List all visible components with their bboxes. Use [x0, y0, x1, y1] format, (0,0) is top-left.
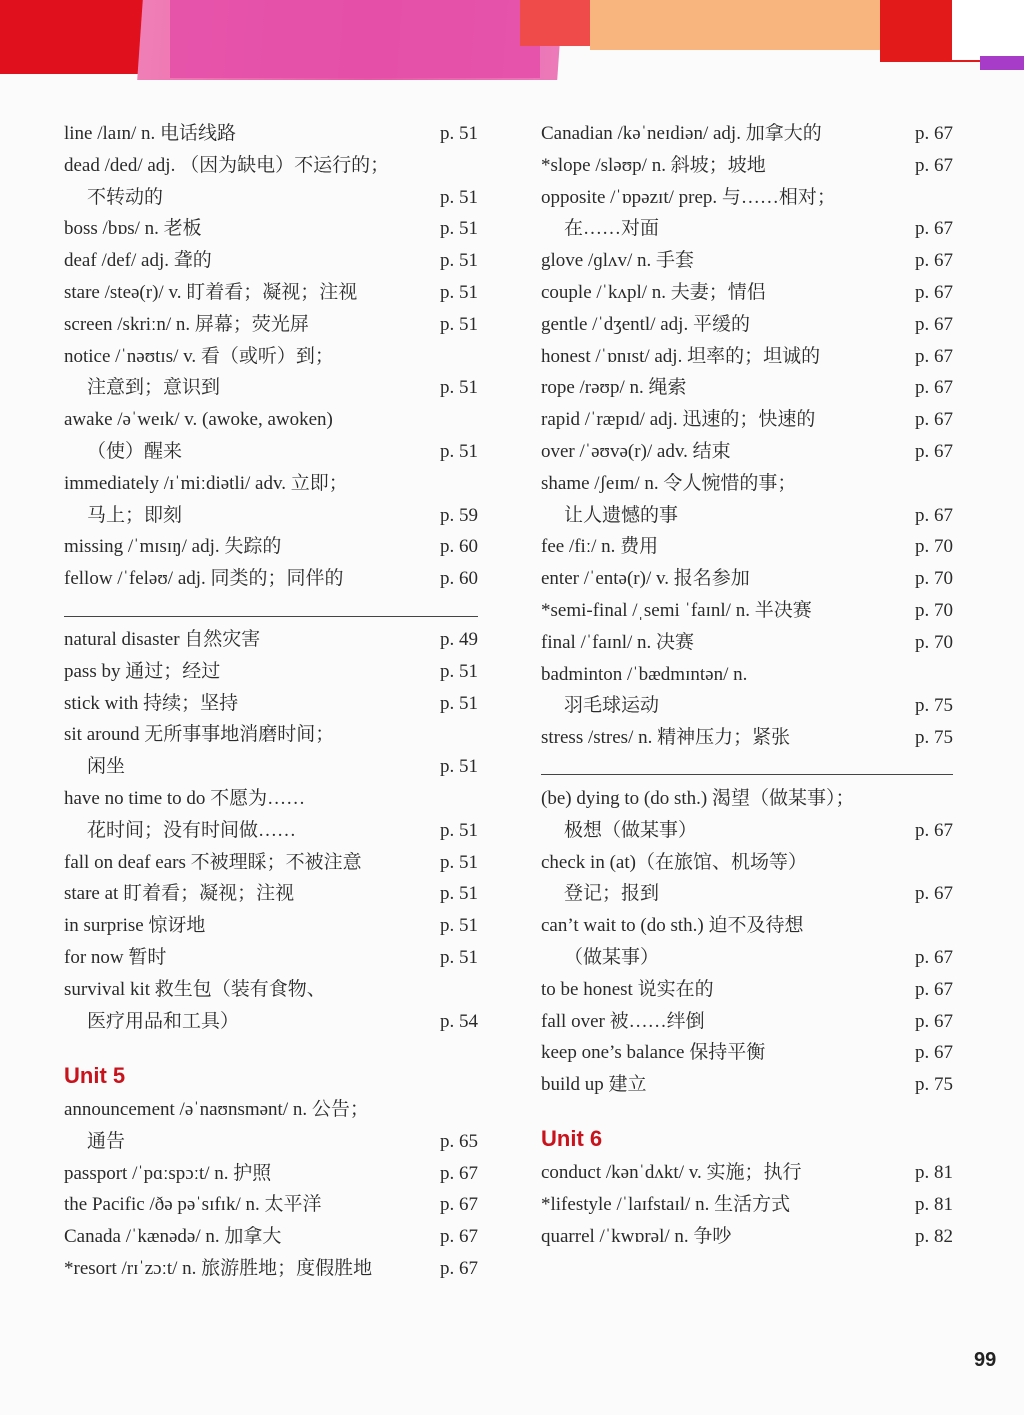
page-ref: p. 51: [440, 947, 478, 968]
entry-line-text: final /ˈfaɪnl/ n. 决赛: [541, 631, 695, 653]
entry-text: [541, 123, 953, 155]
entry-text: [541, 727, 953, 759]
page-ref: p. 67: [915, 819, 953, 841]
page-number: 99: [974, 1349, 997, 1371]
entry-line-text: dead /ded/ adj. （因为缺电）不运行的；: [64, 154, 390, 176]
vocab-entry: [64, 693, 478, 725]
page-ref: p. 67: [915, 1010, 953, 1032]
page-ref: p. 67: [440, 1162, 478, 1184]
entry-text: [64, 852, 478, 884]
entry-line-text: stress /stres/ n. 精神压力；紧张: [541, 727, 791, 749]
page-ref: p. 51: [440, 123, 478, 144]
entry-line-text: keep one’s balance 保持平衡: [541, 1042, 766, 1064]
vocab-entry: [64, 629, 478, 661]
entry-line-text: rope /rəʊp/ n. 绳索: [541, 377, 687, 399]
entry-line-text: 在……对面: [564, 218, 660, 240]
vocab-entry: [541, 852, 953, 916]
page-ref: p. 67: [915, 409, 953, 431]
entry-text-continued: [541, 820, 953, 852]
vocab-entry: [541, 568, 953, 600]
entry-text: [64, 218, 478, 250]
entry-text-continued: [64, 441, 478, 473]
entry-text: [64, 883, 478, 915]
entry-text: [541, 1226, 953, 1258]
entry-line-text: deaf /def/ adj. 聋的: [64, 250, 212, 272]
entry-text: [64, 346, 478, 378]
entry-text: [541, 979, 953, 1011]
vocab-entry: [541, 123, 953, 155]
page-ref: p. 81: [915, 1193, 953, 1215]
vocab-entry: [64, 915, 478, 947]
vocab-entry: [541, 1011, 953, 1043]
entry-line-text: shame /ʃeɪm/ n. 令人惋惜的事；: [541, 472, 797, 494]
vocab-entry: [64, 1258, 478, 1290]
entry-text: [64, 250, 478, 282]
page-ref: p. 75: [915, 727, 953, 749]
entry-line-text: fellow /ˈfeləʊ/ adj. 同类的；同伴的: [64, 568, 344, 590]
entry-line-text: screen /skriːn/ n. 屏幕；荧光屏: [64, 313, 309, 335]
page-ref: p. 67: [915, 345, 953, 367]
entry-line-text: honest /ˈɒnɪst/ adj. 坦率的；坦诚的: [541, 345, 821, 367]
entry-line-text: sit around 无所事事地消磨时间；: [64, 724, 335, 746]
entry-text: [541, 788, 953, 820]
page-ref: p. 51: [440, 250, 478, 272]
page-ref: p. 51: [440, 883, 478, 905]
entry-text: [64, 693, 478, 725]
page-ref: p. 59: [440, 504, 478, 526]
header-banner: [0, 0, 1024, 80]
page-ref: p. 67: [915, 123, 953, 144]
page-ref: p. 51: [440, 851, 478, 873]
entry-line-text: in surprise 惊讶地: [64, 915, 206, 937]
entry-line-text: boss /bɒs/ n. 老板: [64, 218, 202, 240]
vocab-entry: [541, 250, 953, 282]
page-ref: p. 51: [440, 282, 478, 303]
entry-line-text: to be honest 说实在的: [541, 978, 714, 1000]
entry-text: [541, 536, 953, 568]
entry-line-text: 让人遗憾的事: [564, 504, 679, 526]
page-ref: p. 51: [440, 313, 478, 335]
vocab-entry: [64, 1226, 478, 1258]
entry-line-text: check in (at)（在旅馆、机场等）: [541, 851, 807, 873]
entry-text: [64, 1226, 478, 1258]
page-ref: p. 51: [440, 660, 478, 682]
entry-line-text: 通告: [87, 1130, 126, 1152]
page-ref: p. 67: [915, 313, 953, 335]
entry-text: [541, 1011, 953, 1043]
vocab-entry: [64, 282, 478, 314]
entry-text: [64, 155, 478, 187]
vocab-entry: [541, 1074, 953, 1106]
banner-magenta-block: [170, 0, 540, 78]
entry-line-text: 花时间；没有时间做……: [87, 819, 297, 841]
entry-line-text: 马上；即刻: [87, 504, 183, 526]
vocab-entry: [541, 155, 953, 187]
entry-line-text: *resort /rɪˈzɔːt/ n. 旅游胜地；度假胜地: [64, 1258, 373, 1279]
entry-text-continued: [64, 377, 478, 409]
vocab-entry: [541, 314, 953, 346]
entry-text-continued: [64, 1131, 478, 1163]
page-ref: p. 67: [440, 1194, 478, 1216]
page-ref: p. 67: [915, 946, 953, 968]
page-ref: p. 81: [915, 1162, 953, 1183]
page-ref: p. 51: [440, 440, 478, 462]
entry-text-continued: [64, 505, 478, 537]
banner-white-corner: [952, 0, 1024, 60]
entry-text-continued: [541, 505, 953, 537]
vocab-entry: [64, 788, 478, 852]
page-ref: p. 67: [915, 504, 953, 526]
page-ref: p. 75: [915, 1074, 953, 1096]
entry-line-text: pass by 通过；经过: [64, 660, 221, 682]
entry-line-text: 羽毛球运动: [564, 695, 660, 717]
vocab-entry: [541, 664, 953, 728]
entry-text: [541, 346, 953, 378]
entry-text: [541, 852, 953, 884]
vocab-entry: [541, 441, 953, 473]
entry-text: [64, 1099, 478, 1131]
entry-text: [541, 915, 953, 947]
page-ref: p. 51: [440, 186, 478, 208]
section-divider: [541, 774, 953, 775]
page-ref: p. 65: [440, 1130, 478, 1152]
entry-text: [541, 568, 953, 600]
entry-text-continued: [541, 947, 953, 979]
entry-text: [541, 250, 953, 282]
entry-line-text: couple /ˈkʌpl/ n. 夫妻；情侣: [541, 282, 766, 303]
entry-line-text: （使）醒来: [87, 440, 183, 462]
entry-line-text: 登记；报到: [564, 883, 660, 905]
vocab-entry: [64, 346, 478, 410]
page-ref: p. 67: [915, 978, 953, 1000]
entry-text: [64, 661, 478, 693]
entry-text: [64, 473, 478, 505]
page-ref: p. 75: [915, 695, 953, 717]
entry-line-text: glove /ɡlʌv/ n. 手套: [541, 250, 695, 272]
entry-line-text: survival kit 救生包（装有食物、: [64, 978, 326, 1000]
entry-line-text: for now 暂时: [64, 947, 167, 968]
vocab-entry: [541, 1042, 953, 1074]
entry-text: [64, 629, 478, 661]
vocab-entry: [541, 1226, 953, 1258]
vocab-entry: [64, 883, 478, 915]
page-ref: p. 67: [915, 282, 953, 303]
vocab-entry: [64, 218, 478, 250]
entry-line-text: stare /steə(r)/ v. 盯着看；凝视；注视: [64, 282, 358, 303]
entry-text-continued: [64, 1011, 478, 1043]
entry-line-text: enter /ˈentə(r)/ v. 报名参加: [541, 568, 750, 590]
entry-line-text: conduct /kənˈdʌkt/ v. 实施；执行: [541, 1162, 802, 1183]
vocab-entry: [64, 661, 478, 693]
vocab-entry: [541, 979, 953, 1011]
vocab-entry: [64, 852, 478, 884]
entry-line-text: can’t wait to (do sth.) 迫不及待想: [541, 915, 804, 937]
page-ref: p. 49: [440, 629, 478, 650]
entry-line-text: rapid /ˈræpɪd/ adj. 迅速的；快速的: [541, 409, 816, 431]
unit-heading: Unit 5: [64, 1063, 126, 1088]
entry-text-continued: [541, 218, 953, 250]
entry-text: [541, 155, 953, 187]
entry-line-text: fee /fiː/ n. 费用: [541, 536, 659, 558]
entry-text: [64, 1258, 478, 1290]
page-ref: p. 67: [915, 154, 953, 176]
entry-line-text: stare at 盯着看；凝视；注视: [64, 883, 295, 905]
entry-line-text: Canada /ˈkænədə/ n. 加拿大: [64, 1226, 282, 1248]
entry-line-text: immediately /ɪˈmiːdiətli/ adv. 立即；: [64, 472, 348, 494]
vocab-entry: [64, 724, 478, 788]
banner-rose-block: [520, 0, 600, 46]
page-ref: p. 67: [440, 1258, 478, 1279]
vocab-entry: [64, 1163, 478, 1195]
page-ref: p. 70: [915, 568, 953, 590]
entry-line-text: badminton /ˈbædmɪntən/ n.: [541, 663, 748, 685]
entry-line-text: fall over 被……绊倒: [541, 1010, 705, 1032]
vocab-entry: [541, 600, 953, 632]
entry-text: [541, 1162, 953, 1194]
vocab-entry: [541, 727, 953, 759]
entry-text-continued: [541, 883, 953, 915]
entry-line-text: line /laɪn/ n. 电话线路: [64, 123, 237, 144]
entry-line-text: Canadian /kəˈneɪdiən/ adj. 加拿大的: [541, 123, 822, 144]
entry-text: [541, 632, 953, 664]
entry-text: [64, 788, 478, 820]
entry-line-text: fall on deaf ears 不被理睬；不被注意: [64, 851, 362, 873]
vocab-entry: [64, 155, 478, 219]
page-ref: p. 67: [915, 377, 953, 399]
entry-line-text: missing /ˈmɪsɪŋ/ adj. 失踪的: [64, 536, 282, 558]
page-ref: p. 51: [440, 692, 478, 714]
page-ref: p. 60: [440, 536, 478, 558]
page-ref: p. 51: [440, 819, 478, 841]
vocab-entry: [541, 1162, 953, 1194]
entry-text: [541, 441, 953, 473]
entry-line-text: stick with 持续；坚持: [64, 692, 239, 714]
vocab-entry: [64, 314, 478, 346]
entry-line-text: notice /ˈnəʊtɪs/ v. 看（或听）到；: [64, 345, 334, 367]
vocab-entry: [541, 915, 953, 979]
entry-text: [64, 123, 478, 155]
vocab-entry: [64, 1194, 478, 1226]
entry-text-continued: [64, 187, 478, 219]
entry-line-text: 不转动的: [87, 186, 164, 208]
entry-line-text: opposite /ˈɒpəzɪt/ prep. 与……相对；: [541, 186, 836, 208]
entry-line-text: 闲坐: [87, 756, 126, 778]
entry-text: [64, 724, 478, 756]
entry-text: [541, 314, 953, 346]
entry-line-text: *slope /sləʊp/ n. 斜坡；坡地: [541, 154, 766, 176]
entry-line-text: 极想（做某事）: [564, 819, 698, 841]
page-ref: p. 54: [440, 1010, 478, 1032]
vocab-entry: [541, 282, 953, 314]
page-ref: p. 67: [915, 1042, 953, 1064]
vocab-entry: [541, 187, 953, 251]
entry-text: [541, 1194, 953, 1226]
vocab-entry: [541, 632, 953, 664]
entry-line-text: awake /əˈweɪk/ v. (awoke, awoken): [64, 409, 333, 431]
entry-text: [541, 664, 953, 696]
entry-text-continued: [64, 756, 478, 788]
page-ref: p. 67: [915, 441, 953, 462]
vocab-entry: [64, 409, 478, 473]
vocab-entry: [64, 947, 478, 979]
entry-text: [64, 282, 478, 314]
vocab-entry: [541, 346, 953, 378]
vocab-entry: [64, 536, 478, 568]
entry-line-text: the Pacific /ðə pəˈsɪfɪk/ n. 太平洋: [64, 1194, 322, 1216]
page-ref: p. 51: [440, 915, 478, 937]
entry-text: [541, 600, 953, 632]
vocab-entry: [64, 568, 478, 600]
vocab-entry: [541, 473, 953, 537]
vocab-entry: [541, 377, 953, 409]
entry-text-continued: [541, 695, 953, 727]
entry-text: [64, 536, 478, 568]
page-ref: p. 70: [915, 536, 953, 558]
entry-text: [64, 1163, 478, 1195]
entry-line-text: passport /ˈpɑːspɔːt/ n. 护照: [64, 1162, 272, 1184]
entry-line-text: over /ˈəʊvə(r)/ adv. 结束: [541, 441, 731, 462]
entry-text: [64, 1194, 478, 1226]
entry-line-text: *lifestyle /ˈlaɪfstaɪl/ n. 生活方式: [541, 1193, 791, 1215]
entry-text: [541, 187, 953, 219]
page-ref: p. 70: [915, 631, 953, 653]
entry-line-text: 注意到；意识到: [87, 377, 221, 399]
entry-text: [64, 915, 478, 947]
entry-line-text: （做某事）: [564, 946, 660, 968]
entry-line-text: (be) dying to (do sth.) 渴望（做某事）；: [541, 788, 855, 809]
page-ref: p. 51: [440, 218, 478, 240]
entry-line-text: have no time to do 不愿为……: [64, 788, 306, 809]
page-ref: p. 70: [915, 600, 953, 621]
vocab-entry: [541, 536, 953, 568]
banner-peach-block: [590, 0, 910, 50]
entry-line-text: build up 建立: [541, 1074, 647, 1096]
vocab-entry: [541, 788, 953, 852]
entry-text: [64, 568, 478, 600]
page-ref: p. 60: [440, 568, 478, 590]
page-ref: p. 67: [915, 218, 953, 240]
entry-text: [541, 377, 953, 409]
page-ref: p. 67: [440, 1226, 478, 1248]
entry-line-text: 医疗用品和工具）: [87, 1010, 240, 1032]
page-ref: p. 82: [915, 1225, 953, 1247]
entry-text-continued: [64, 820, 478, 852]
entry-text: [64, 409, 478, 441]
page-ref: p. 67: [915, 250, 953, 272]
vocab-entry: [64, 473, 478, 537]
page-ref: p. 51: [440, 377, 478, 399]
vocab-entry: [541, 1194, 953, 1226]
entry-text: [541, 282, 953, 314]
entry-line-text: gentle /ˈdʒentl/ adj. 平缓的: [541, 313, 750, 335]
vocab-entry: [541, 409, 953, 441]
entry-line-text: quarrel /ˈkwɒrəl/ n. 争吵: [541, 1225, 732, 1247]
entry-text: [541, 1074, 953, 1106]
page-ref: p. 67: [915, 883, 953, 905]
entry-text: [541, 1042, 953, 1074]
entry-line-text: *semi-final /ˌsemi ˈfaɪnl/ n. 半决赛: [541, 600, 812, 621]
page-ref: p. 51: [440, 756, 478, 778]
section-divider: [64, 616, 478, 617]
vocab-entry: [64, 250, 478, 282]
vocab-entry: [64, 1099, 478, 1163]
unit-heading: Unit 6: [541, 1126, 603, 1151]
entry-line-text: natural disaster 自然灾害: [64, 629, 261, 650]
entry-text: [541, 473, 953, 505]
entry-line-text: announcement /əˈnaʊnsmənt/ n. 公告；: [64, 1099, 369, 1120]
banner-purple-strip: [980, 56, 1024, 70]
entry-text: [541, 409, 953, 441]
entry-text: [64, 979, 478, 1011]
vocab-entry: [64, 123, 478, 155]
entry-text: [64, 947, 478, 979]
entry-text: [64, 314, 478, 346]
vocab-entry: [64, 979, 478, 1043]
